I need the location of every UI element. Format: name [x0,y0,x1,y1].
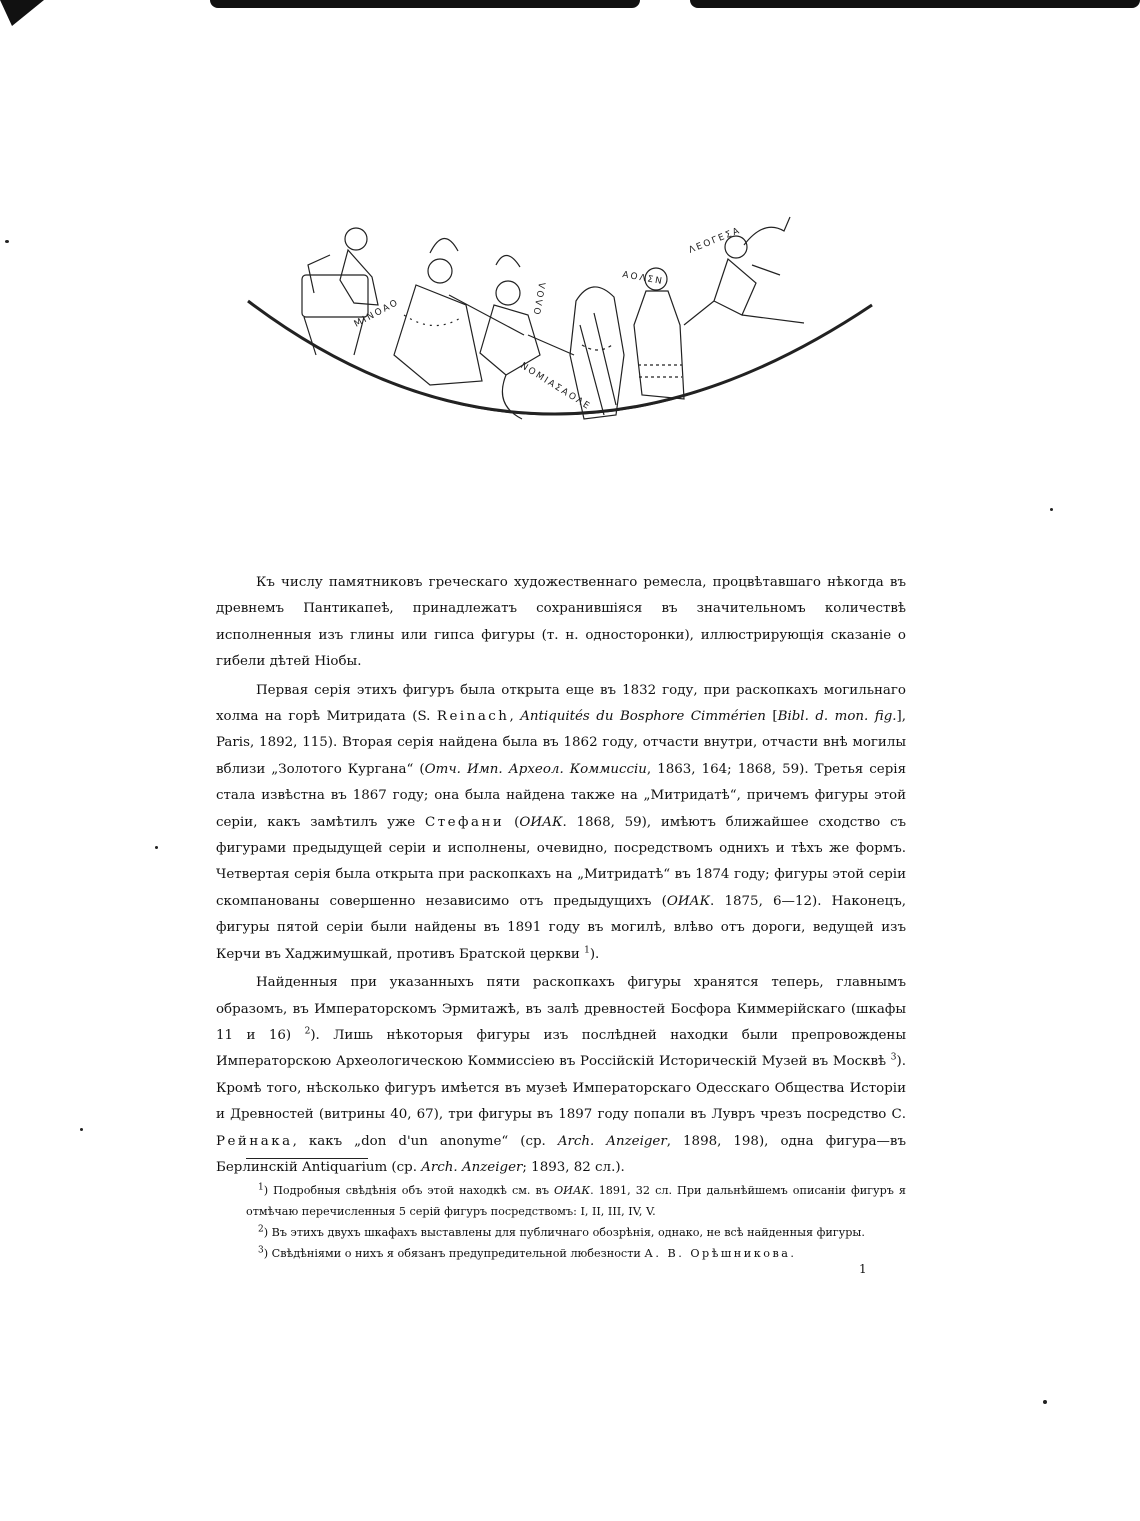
body-text [216,570,906,1181]
text-run: Reinach [436,709,510,725]
footnote [246,1243,906,1264]
corner-mark [0,0,44,30]
scan-speck [1050,508,1053,511]
inscription-2: ΟΛΟΛ [533,279,549,316]
footnotes [246,1180,906,1264]
footnote-marker: 2 [258,1224,264,1235]
text-run: Arch. Anzeiger [557,1133,667,1149]
vase-illustration [244,205,874,450]
text-run: ). Лишь нѣкоторыя фигуры изъ послѣдней находки были препровождены Императорскою Археологическою Коммиссіею въ Россійскій Историческій Музей въ Москвѣ [216,1027,906,1070]
scan-speck [5,240,9,243]
text-run: Найденныя при указанныхъ пяти раскопкахъ фигуры хранятся теперь, главнымъ образомъ, въ Императорскомъ Эрмитажѣ, въ залѣ древностей Босфора Киммерійскаго (шкафы 11 и 16) [216,975,906,1043]
text-run: ) Въ этихъ двухъ шкафахъ выставлены для публичнаго обозрѣнія, однако, не всѣ найденныя фигуры. [263,1226,865,1239]
text-run: Стефани [424,814,505,830]
scan-speck [1043,1400,1047,1404]
inscription-3: ΑΟΛΣΝ [621,270,665,288]
footnote-marker: 1 [258,1182,264,1193]
text-run: , [509,709,521,725]
scan-speck [155,846,158,849]
scan-edge-band [690,0,1140,8]
vase-painting-figure [244,205,874,450]
text-run: Отч. Имп. Археол. Коммиссіи [424,761,647,777]
footnote-marker: 3 [890,1052,897,1063]
text-run: Antiquités du Bosphore Cimmérien [520,709,766,725]
inscription-1: ΜΙΝΟΑΟ [352,297,402,330]
text-run: ОИАК [554,1184,591,1197]
footnote [246,1180,906,1222]
text-run: ). Кромѣ того, нѣсколько фигуръ имѣется въ музеѣ Императорскаго Одесскаго Общества Исторіи и Древностей (витрины 40, 67), три фигуры въ 1897 году попали въ Лувръ чрезъ посредство С. [216,1054,906,1123]
bowl-rim [248,301,872,414]
paragraph [216,970,906,1181]
text-run: . 1891, 32 сл. При дальнѣйшемъ описаніи фигуръ я отмѣчаю перечисленныя 5 серій фигуръ посредствомъ: I, II, III, IV, V. [246,1184,906,1218]
footnote-rule [246,1158,368,1159]
page-number: 1 [859,1262,867,1276]
text-run: ], Paris, 1892, 115). Вторая серія найдена была въ 1862 году, отчасти внутри, отчасти внѣ могилы вблизи „Золотого Кургана“ ( [216,709,907,777]
text-run: . 1868, 59), имѣютъ ближайшее сходство съ фигурами предыдущей серіи и исполнены, очевидно, посредствомъ однихъ и тѣхъ же формъ. Четвертая серія была открыта при раскопкахъ на „Митридатѣ“ въ 1874 году; фигуры этой серіи скомпанованы совершенно независимо отъ предыдущихъ ( [216,814,907,909]
text-run: ( [504,814,520,830]
text-run: , 1863, 164; 1868, 59). Третья серія стала извѣстна въ 1867 году; она была найдена также на „Митридатѣ“, причемъ фигуры этой серіи, какъ замѣтилъ уже [216,761,907,830]
text-run: [ [765,709,778,725]
text-run: А. В. Орѣшникова [644,1247,791,1260]
text-run: ). [589,946,600,962]
footnote-marker: 3 [258,1245,264,1256]
inscription-5: ΝΟΜΙΑΣΑΟΛΕ [518,361,593,413]
text-run: Къ числу памятниковъ греческаго художественнаго ремесла, процвѣтавшаго нѣкогда въ древнемъ Пантикапеѣ, принадлежатъ сохранившіяся въ значительномъ количествѣ исполненныя изъ глины или гипса фигуры (т. н. односторонки), иллюстрирующія сказаніе о гибели дѣтей Ніобы. [216,575,906,670]
scan-speck [80,1128,83,1131]
inscription-4: ΛΕΟΓΕΣΑ [687,225,743,256]
text-run: Первая серія этихъ фигуръ была открыта еще въ 1832 году, при раскопкахъ могильнаго холма на горѣ Митридата (S. [216,682,906,725]
paragraph [216,678,906,968]
text-run: . 1875, 6—12). Наконецъ, фигуры пятой серіи были найдены въ 1891 году въ могилѣ, влѣво отъ дороги, ведущей изъ Керчи въ Хаджимушкай, противъ Братской церкви [216,893,906,962]
text-run: Bibl. d. mon. fig. [777,709,897,725]
text-run: ) Подробныя свѣдѣнія объ этой находкѣ см. въ [263,1184,555,1197]
text-run: ; 1893, 82 сл.). [522,1159,625,1175]
footnote [246,1222,906,1243]
text-run: , 1898, 198), одна фигура—въ Берлинскій Antiquarium (ср. [216,1133,906,1175]
footnote-marker: 1 [584,945,590,956]
paragraph [216,570,906,676]
text-run: . [790,1247,794,1260]
text-run: Arch. Anzeiger [421,1159,523,1175]
text-run: , какъ „don d'un anonyme“ (ср. [292,1133,558,1149]
footnote-marker: 2 [304,1026,311,1037]
text-run: ОИАК [519,814,563,830]
text-run: Рейнака [216,1133,293,1149]
scan-edge-band [210,0,640,8]
text-run: ) Свѣдѣніями о нихъ я обязанъ предупредительной любезности [263,1247,645,1260]
text-run: ОИАК [666,893,711,909]
